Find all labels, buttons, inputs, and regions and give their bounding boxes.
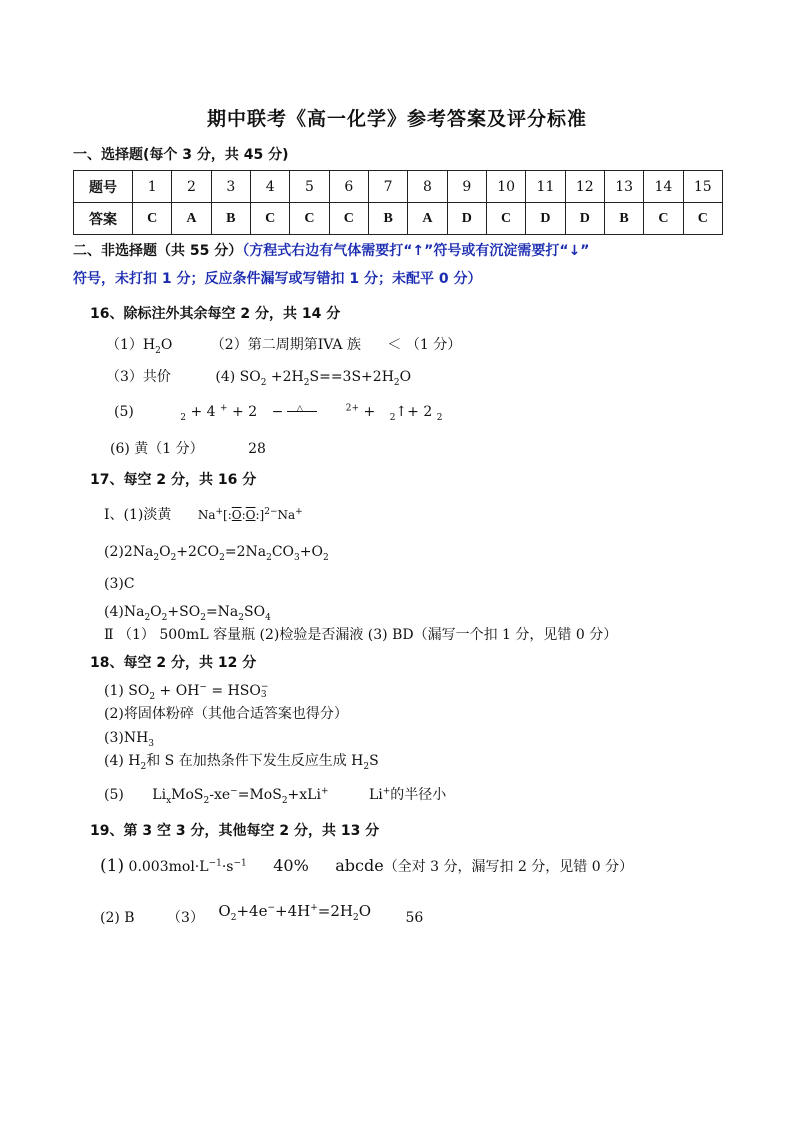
question-number-cell: 5 — [290, 171, 329, 203]
eq-sup: − — [260, 682, 269, 692]
question-number-cell: 12 — [565, 171, 604, 203]
q19-ans5-num: （3） — [167, 910, 204, 926]
answer-cell: C — [683, 203, 722, 235]
eq-part: (4) H — [104, 753, 141, 769]
eq-part: (4) SO — [215, 369, 261, 385]
question-number-cell: 8 — [408, 171, 447, 203]
eq-sub: 2 — [144, 612, 151, 623]
eq-part: +O — [299, 544, 323, 560]
eq-sup: + — [220, 403, 228, 414]
eq-sub: 2 — [170, 552, 177, 563]
question-number-cell: 1 — [133, 171, 172, 203]
eq-sup: − — [267, 903, 275, 913]
eq-part: (1) SO — [104, 683, 150, 699]
eq-sup: −1 — [233, 858, 247, 869]
eq-sub: 2 — [140, 761, 147, 772]
q18-line2: (2)将固体粉碎（其他合适答案也得分） — [104, 706, 348, 722]
formula-part: [: — [223, 508, 232, 522]
eq-sub: 4 — [265, 612, 271, 623]
eq-sup: − — [199, 682, 207, 693]
formula-part: O — [245, 508, 256, 522]
answer-cell: C — [290, 203, 329, 235]
table-row-answers — [74, 203, 723, 235]
answer-cell: C — [133, 203, 172, 235]
eq-part: + OH — [155, 683, 200, 699]
eq-part: O — [150, 604, 162, 620]
part2-heading: 二、非选择题（共 55 分） — [73, 243, 243, 259]
eq-sub: 2 — [161, 612, 168, 623]
formula-part: O — [231, 508, 242, 522]
question-number-cell: 2 — [172, 171, 211, 203]
question-number-cell: 13 — [604, 171, 643, 203]
eq-sub: 3 — [294, 552, 300, 563]
eq-part: +2CO — [176, 544, 220, 560]
eq-sub: 2 — [303, 377, 310, 388]
eq-part: 和 S 在加热条件下发生反应生成 H — [146, 753, 364, 769]
answer-cell: C — [250, 203, 289, 235]
formula-part: : — [241, 508, 246, 522]
q19-line1 — [100, 857, 633, 876]
eq-sup: + — [320, 786, 329, 797]
eq-part: O — [159, 544, 171, 560]
q18-ans5-num: (5) — [104, 787, 124, 803]
q19-ans2: 40% — [273, 856, 309, 875]
eq-part: Li — [152, 787, 167, 803]
q17-ans1: Ⅰ、(1)淡黄 — [104, 507, 172, 523]
eq-sub: 2 — [200, 612, 206, 623]
answer-table — [73, 170, 723, 235]
question-number-cell: 9 — [447, 171, 486, 203]
answer-cell: C — [486, 203, 525, 235]
q19-ans4: (2) B — [100, 910, 135, 926]
eq-sub: 2 — [260, 377, 267, 388]
eq-part: + 2 — [227, 404, 258, 420]
eq-part: O — [399, 369, 412, 385]
q17-line4 — [104, 603, 271, 621]
eq-sub: 2 — [281, 795, 288, 806]
question-number-cell: 15 — [683, 171, 722, 203]
eq-sub: 2 — [219, 552, 225, 563]
formula-sup: + — [215, 507, 224, 517]
formula-part: Na — [277, 508, 296, 522]
q19-ans6: 56 — [405, 910, 424, 926]
eq-part: -xe — [209, 787, 231, 803]
answer-cell: C — [644, 203, 683, 235]
q19-ans1-num: (1) — [100, 856, 125, 876]
q16-line1 — [106, 336, 461, 354]
q18-ans5-equation — [152, 786, 329, 806]
eq-part: S — [369, 753, 379, 769]
eq-sub: 2 — [149, 691, 156, 702]
q17-line1 — [104, 506, 303, 524]
eq-part: +2H — [266, 369, 304, 385]
reaction-arrow — [287, 404, 317, 414]
eq-sub: 2 — [180, 412, 187, 423]
eq-part: (4)Na — [104, 604, 145, 620]
q17-line2 — [104, 543, 329, 561]
q19-ans3-note: （全对 3 分，漏写扣 2 分，见错 0 分） — [383, 859, 634, 875]
row1-label: 题号 — [74, 171, 133, 203]
formula-sup: 2− — [264, 507, 278, 517]
eq-sub: 2 — [230, 913, 237, 923]
eq-part: =MoS — [237, 787, 282, 803]
q16-ans-compare: ＜ （1 分） — [387, 337, 462, 353]
q16-ans5-num: (5) — [114, 404, 134, 420]
q17-line5: Ⅱ （1） 500mL 容量瓶 (2)检验是否漏液 (3) BD（漏写一个扣 1 分，见错 0 分） — [104, 627, 618, 643]
eq-sub: 2 — [363, 761, 370, 772]
eq-part: =Na — [205, 604, 239, 620]
eq-part: (3)NH — [104, 730, 149, 746]
eq-part: SO — [244, 604, 266, 620]
answer-cell: A — [172, 203, 211, 235]
answer-cell: D — [565, 203, 604, 235]
eq-part: ·s — [221, 859, 234, 875]
part2-note-2: 符号，未打扣 1 分；反应条件漏写或写错扣 1 分；未配平 0 分） — [73, 271, 482, 287]
q17-heading: 17、每空 2 分，共 16 分 — [90, 472, 257, 488]
question-number-cell: 7 — [368, 171, 407, 203]
eq-part: ↑+ 2 — [395, 404, 437, 420]
part1-heading: 一、选择题(每个 3 分，共 45 分) — [73, 147, 289, 163]
eq-part: + — [359, 404, 380, 420]
q16-line4 — [110, 440, 266, 458]
eq-part: 的半径小 — [390, 787, 447, 803]
q16-line2 — [106, 368, 411, 386]
eq-sub: 2 — [389, 412, 396, 423]
q16-ans1-tail: O — [160, 337, 173, 353]
eq-part: Li — [368, 787, 383, 803]
question-number-cell: 3 — [211, 171, 250, 203]
eq-sub: x — [166, 795, 172, 806]
q19-ans5-equation — [218, 902, 371, 923]
eq-part: +xLi — [287, 787, 321, 803]
q19-heading: 19、第 3 空 3 分，其他每空 2 分，共 13 分 — [90, 823, 380, 839]
eq-sup: −1 — [208, 858, 222, 869]
row2-label: 答案 — [74, 203, 133, 235]
eq-part: =2H — [317, 902, 353, 920]
q19-line2 — [100, 902, 424, 927]
question-number-cell: 6 — [329, 171, 368, 203]
page-title: 期中联考《高一化学》参考答案及评分标准 — [206, 108, 587, 130]
eq-part: + 4 — [186, 404, 221, 420]
q16-ans2: （2）第二周期第IVA 族 — [210, 337, 361, 353]
question-number-cell: 14 — [644, 171, 683, 203]
eq-sub: 2 — [203, 795, 210, 806]
q16-ans3: （3）共价 — [106, 369, 171, 385]
q18-heading: 18、每空 2 分，共 12 分 — [90, 655, 257, 671]
eq-part: +4e — [236, 902, 268, 920]
eq-part: = HSO — [206, 683, 261, 699]
eq-part: +4H — [275, 902, 311, 920]
eq-part: CO — [271, 544, 295, 560]
eq-sup: 2+ — [345, 403, 360, 414]
q16-ans4 — [215, 369, 412, 388]
eq-sub: 2 — [393, 377, 400, 388]
eq-sub: 3 — [260, 690, 267, 700]
eq-part: S==3S+2H — [309, 369, 394, 385]
eq-sub: 3 — [148, 738, 155, 749]
eq-sub: 2 — [266, 552, 272, 563]
part2-heading-line — [73, 242, 590, 260]
q18-line3 — [104, 729, 154, 747]
na2o2-electron-formula — [198, 508, 303, 522]
formula-part: :] — [255, 508, 265, 522]
question-number-cell: 4 — [250, 171, 289, 203]
eq-part: 0.003mol·L — [124, 859, 209, 875]
eq-part: O — [358, 902, 371, 920]
q19-ans3: abcde — [335, 856, 384, 875]
answer-cell: D — [526, 203, 565, 235]
eq-sub: 2 — [238, 612, 244, 623]
eq-part: =2Na — [224, 544, 267, 560]
q16-ans1-sub: 2 — [155, 345, 161, 356]
answer-cell: B — [211, 203, 250, 235]
q18-line4 — [104, 752, 379, 770]
eq-part: (2)2Na — [104, 544, 154, 560]
q18-line5 — [104, 786, 446, 804]
eq-sub: 2 — [352, 913, 359, 923]
q18-line1 — [104, 682, 268, 700]
eq-part: O — [218, 902, 231, 920]
q18-ans6 — [369, 787, 446, 803]
eq-sup: + — [382, 786, 391, 797]
q16-heading: 16、除标注外其余每空 2 分，共 14 分 — [90, 306, 341, 322]
question-number-cell: 11 — [526, 171, 565, 203]
answer-cell: B — [604, 203, 643, 235]
q16-ans1: （1）H — [106, 337, 156, 353]
q16-ans7: 28 — [248, 441, 266, 457]
answer-cell: C — [329, 203, 368, 235]
eq-part: MoS — [171, 787, 204, 803]
eq-sub: 2 — [322, 552, 329, 563]
eq-part: − — [271, 404, 284, 420]
eq-sup: + — [310, 903, 318, 913]
heat-condition: △ — [296, 404, 304, 414]
part2-note-1: （方程式右边有气体需要打“↑”符号或有沉淀需要打“↓” — [242, 243, 590, 259]
eq-sub: 2 — [436, 412, 443, 423]
answer-cell: D — [447, 203, 486, 235]
eq-sub: 2 — [153, 552, 160, 563]
question-number-cell: 10 — [486, 171, 525, 203]
formula-part: Na — [197, 508, 216, 522]
eq-sup: − — [230, 786, 238, 797]
formula-sup: + — [295, 507, 303, 517]
eq-part: +SO — [167, 604, 201, 620]
q17-line3: (3)C — [104, 576, 135, 592]
q16-ans6: (6) 黄（1 分） — [110, 441, 204, 457]
answer-cell: B — [368, 203, 407, 235]
q16-line3 — [114, 403, 442, 421]
table-row-numbers — [74, 171, 723, 203]
answer-cell: A — [408, 203, 447, 235]
q16-ans5-equation — [180, 403, 443, 423]
